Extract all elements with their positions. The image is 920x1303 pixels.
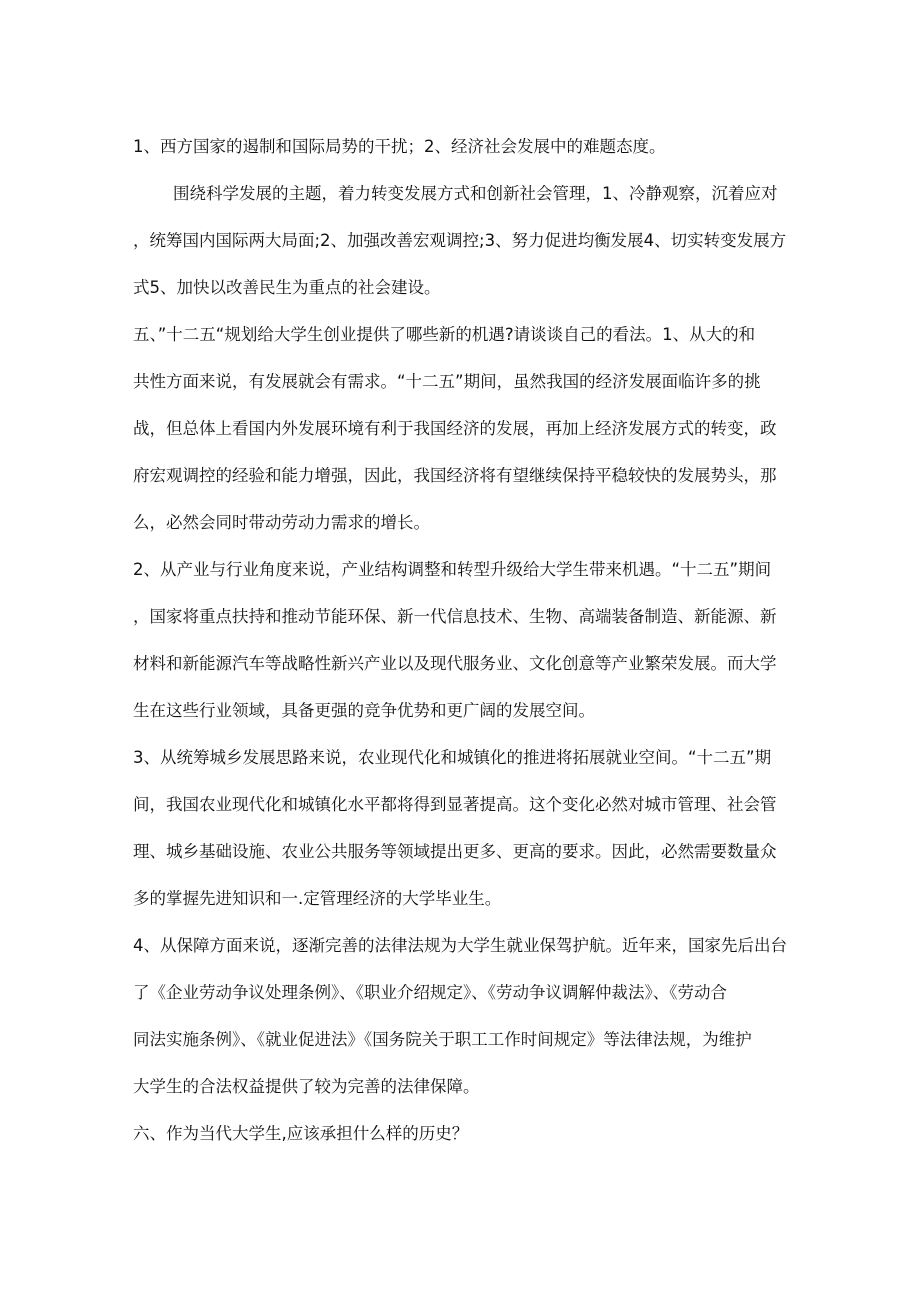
paragraph-line: 3、从统筹城乡发展思路来说，农业现代化和城镇化的推进将拓展就业空间。“十二五”期 bbox=[133, 748, 772, 767]
line-gap bbox=[133, 349, 800, 367]
paragraph-line: 共性方面来说，有发展就会有需求。“十二五”期间，虽然我国的经济发展面临许多的挑 bbox=[133, 372, 761, 391]
paragraph-line: 2、从产业与行业角度来说，产业结构调整和转型升级给大学生带来机遇。“十二五”期间 bbox=[133, 560, 772, 579]
paragraph-line: 生在这些行业领域，具备更强的竞争优势和更广阔的发展空间。 bbox=[133, 701, 595, 720]
paragraph-gap bbox=[133, 1101, 800, 1119]
paragraph-7 bbox=[133, 1119, 800, 1148]
paragraph-line: 了《企业劳动争议处理条例》、《职业介绍规定》、《劳动争议调解仲裁法》、《劳动合 bbox=[133, 983, 727, 1002]
line-gap bbox=[133, 443, 800, 461]
paragraph-6 bbox=[133, 931, 800, 1101]
paragraph-line: 战，但总体上看国内外发展环境有利于我国经济的发展，再加上经济发展方式的转变，政 bbox=[133, 419, 777, 438]
paragraph-line: ，统筹国内国际两大局面;2、加强改善宏观调控;3、努力促进均衡发展4、切实转变发展方 bbox=[133, 231, 787, 250]
paragraph-gap bbox=[133, 725, 800, 743]
paragraph-5 bbox=[133, 743, 800, 913]
line-gap bbox=[133, 819, 800, 837]
line-gap bbox=[133, 1007, 800, 1025]
paragraph-line: ，国家将重点扶持和推动节能环保、新一代信息技术、生物、高端装备制造、新能源、新 bbox=[133, 607, 777, 626]
paragraph-1 bbox=[133, 132, 800, 161]
line-gap bbox=[133, 396, 800, 414]
line-gap bbox=[133, 772, 800, 790]
paragraph-line: 多的掌握先进知识和一.定管理经济的大学毕业生。 bbox=[133, 889, 502, 908]
paragraph-line: 府宏观调控的经验和能力增强，因此，我国经济将有望继续保持平稳较快的发展势头，那 bbox=[133, 466, 777, 485]
paragraph-line: 间，我国农业现代化和城镇化水平都将得到显著提高。这个变化必然对城市管理、社会管 bbox=[133, 795, 777, 814]
paragraph-gap bbox=[133, 537, 800, 555]
paragraph-gap bbox=[133, 302, 800, 320]
line-gap bbox=[133, 866, 800, 884]
line-gap bbox=[133, 255, 800, 273]
line-gap bbox=[133, 1054, 800, 1072]
line-gap bbox=[133, 631, 800, 649]
paragraph-gap bbox=[133, 161, 800, 179]
line-gap bbox=[133, 584, 800, 602]
paragraph-line: 大学生的合法权益提供了较为完善的法律保障。 bbox=[133, 1077, 480, 1096]
line-gap bbox=[133, 208, 800, 226]
paragraph-2 bbox=[133, 179, 800, 302]
paragraph-line: 式5、加快以改善民生为重点的社会建设。 bbox=[133, 278, 441, 297]
paragraph-4 bbox=[133, 555, 800, 725]
line-gap bbox=[133, 678, 800, 696]
paragraph-line: 4、从保障方面来说，逐渐完善的法律法规为大学生就业保驾护航。近年来，国家先后出台 bbox=[133, 936, 787, 955]
paragraph-line: 么，必然会同时带动劳动力需求的增长。 bbox=[133, 513, 430, 532]
paragraph-line: 理、城乡基础设施、农业公共服务等领域提出更多、更高的要求。因此，必然需要数量众 bbox=[133, 842, 777, 861]
paragraph-line: 六、作为当代大学生,应该承担什么样的历史？ bbox=[133, 1124, 469, 1143]
paragraph-line: 1、西方国家的遏制和国际局势的干扰；2、经济社会发展中的难题态度。 bbox=[133, 137, 666, 156]
paragraph-line: 五、”十二五“规划给大学生创业提供了哪些新的机遇?请谈谈自己的看法。1、从大的和 bbox=[133, 325, 756, 344]
line-gap bbox=[133, 960, 800, 978]
paragraph-line: 材料和新能源汽车等战略性新兴产业以及现代服务业、文化创意等产业繁荣发展。而大学 bbox=[133, 654, 777, 673]
paragraph-line: 同法实施条例》、《就业促进法》《国务院关于职工工作时间规定》等法律法规，为维护 bbox=[133, 1030, 752, 1049]
paragraph-line: 围绕科学发展的主题，着力转变发展方式和创新社会管理，1、冷静观察，沉着应对 bbox=[173, 184, 778, 203]
paragraph-3 bbox=[133, 320, 800, 537]
line-gap bbox=[133, 490, 800, 508]
paragraph-gap bbox=[133, 913, 800, 931]
